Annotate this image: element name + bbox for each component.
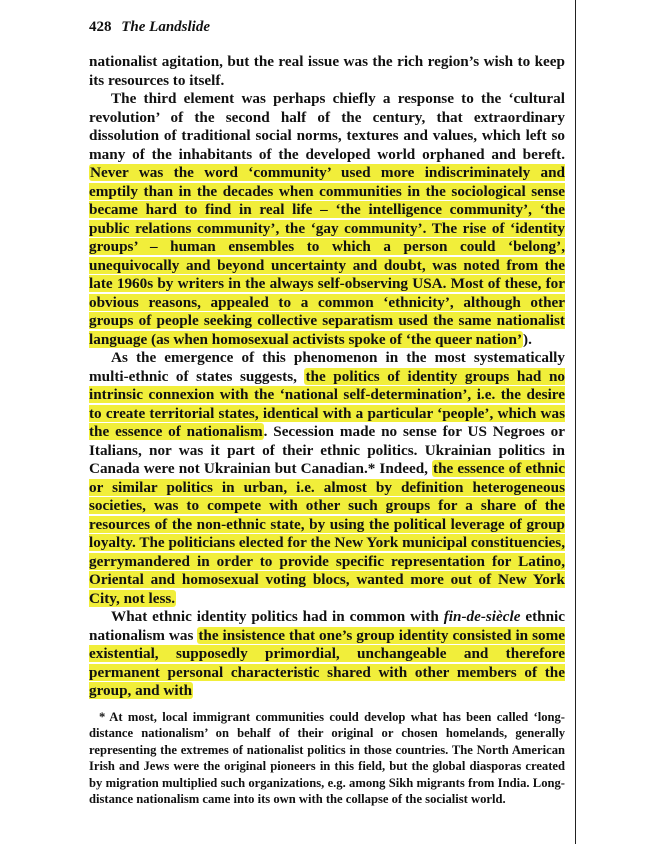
paragraph-3 bbox=[89, 349, 565, 608]
text-segment: nationalist agitation, but the real issue was the rich region’s wish to keep its resources to itself. bbox=[89, 53, 565, 89]
highlighted-passage: the politics of identity groups had no intrinsic connexion with the ‘national self-determination’, i.e. the desire to create territorial states, identical with a particular ‘people’, which was the essence of nationalism bbox=[89, 367, 565, 440]
page-number: 428 bbox=[89, 19, 112, 35]
highlighted-passage: the insistence that one’s group identity consisted in some existential, supposedly primordial, unchangeable and therefore permanent personal characteristic shared with other members of the group, and with bbox=[89, 626, 565, 699]
footnote-marker: * bbox=[99, 709, 106, 724]
paragraph-4 bbox=[89, 608, 565, 701]
text-segment: ethnic nationalism was bbox=[89, 608, 566, 644]
paragraph-2 bbox=[89, 90, 565, 349]
footnote-text: At most, local immigrant communities could develop what has been called ‘long-distance nationalism’ on behalf of their original or chosen homelands, generally representing the extremes of nationalist politics in those countries. The North American Irish and Jews were the original pioneers in this field, but the global diasporas created by migration multiplied such organizations, e.g. among Sikh migrants from India. Long-distance nationalism came into its own with the collapse of the socialist world. bbox=[89, 709, 565, 806]
paragraph-1 bbox=[89, 53, 565, 90]
text-segment: . Secession made no sense for US Negroes or Italians, nor was it part of their ethnic politics. Ukrainian politics in Canada were not Ukrainian but Canadian.* Indeed, bbox=[89, 423, 565, 477]
highlighted-passage: the essence of ethnic or similar politics in urban, i.e. almost by definition heterogeneous societies, was to compete with other such groups for a share of the resources of the non-ethnic state, by using the political leverage of group loyalty. The politicians elected for the New York municipal constituencies, gerrymandered in order to provide specific representation for Latino, Oriental and homosexual voting blocs, wanted more out of New York City, not less. bbox=[89, 460, 566, 607]
page-edge-rule bbox=[575, 0, 576, 844]
text-segment: The third element was perhaps chiefly a response to the ‘cultural revolution’ of the second half of the century, that extraordinary dissolution of traditional social norms, textures and values, which left so many of the inhabitants of the developed world orphaned and bereft. bbox=[89, 90, 565, 163]
text-segment: ). bbox=[523, 330, 532, 348]
text-segment: What ethnic identity politics had in common with bbox=[111, 608, 444, 625]
body-text bbox=[89, 53, 565, 701]
book-title: The Landslide bbox=[121, 19, 210, 35]
running-head bbox=[89, 18, 565, 36]
footnote bbox=[89, 709, 565, 808]
book-page bbox=[89, 18, 565, 808]
text-segment: As the emergence of this phenomenon in the most systematically multi-ethnic of states suggests, bbox=[89, 349, 565, 385]
highlighted-passage: Never was the word ‘community’ used more indiscriminately and emptily than in the decades when communities in the sociological sense became hard to find in real life – ‘the intelligence community’, ‘the public relations community’, the ‘gay community’. The rise of ‘identity groups’ – human ensembles to which a person could ‘belong’, unequivocally and beyond uncertainty and doubt, was noted from the late 1960s by writers in the always self-observing USA. Most of these, for obvious reasons, appealed to a common ‘ethnicity’, although other groups of people seeking collective separatism used the same nationalist language (as when homosexual activists spoke of ‘the queer nation’ bbox=[89, 164, 565, 348]
italic-term: fin-de-siècle bbox=[443, 608, 521, 625]
